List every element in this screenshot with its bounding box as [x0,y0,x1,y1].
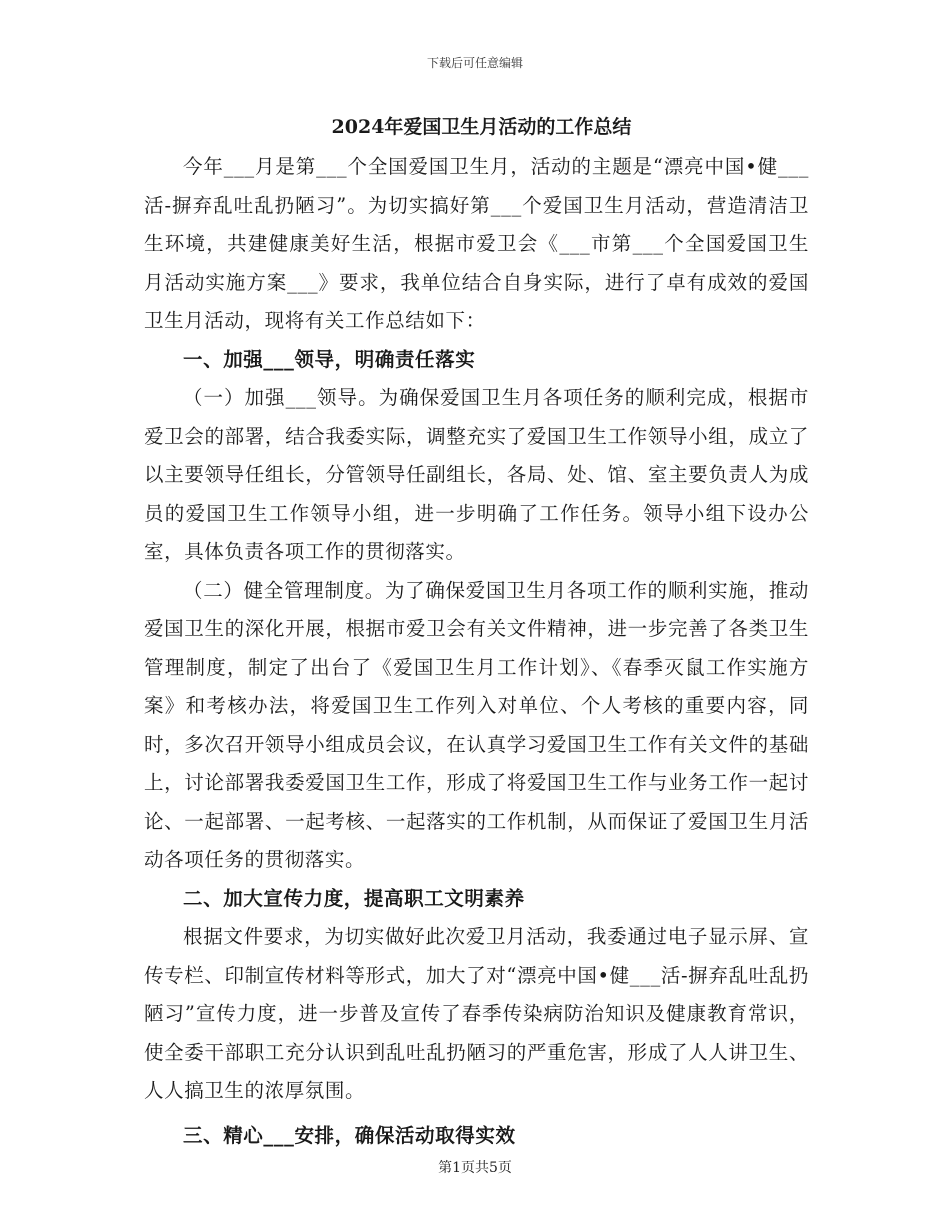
intro-paragraph: 今年___月是第___个全国爱国卫生月，活动的主题是“漂亮中国•健___活-摒弃乱吐乱扔陋习”。为切实搞好第___个爱国卫生月活动，营造清洁卫生环境，共建健康美好生活，根据市爱卫会《___市第___个全国爱国卫生月活动实施方案___》要求，我单位结合自身实际，进行了卓有成效的爱国卫生月活动，现将有关工作总结如下： [144,155,809,332]
section-3-heading: 三、精心___安排，确保活动取得实效 [183,1123,516,1147]
section-1-paragraph-1: （一）加强___领导。为确保爱国卫生月各项任务的顺利完成，根据市爱卫会的部署，结合我委实际，调整充实了爱国卫生工作领导小组，成立了以主要领导任组长，分管领导任副组长，各局、处、馆、室主要负责人为成员的爱国卫生工作领导小组，进一步明确了工作任务。领导小组下设办公室，具体负责各项工作的贯彻落实。 [144,386,809,563]
section-2-paragraph-1: 根据文件要求，为切实做好此次爱卫月活动，我委通过电子显示屏、宣传专栏、印制宣传材料等形式，加大了对“漂亮中国•健___活-摒弃乱吐乱扔陋习”宣传力度，进一步普及宣传了春季传染病防治知识及健康教育常识，使全委干部职工充分认识到乱吐乱扔陋习的严重危害，形成了人人讲卫生、人人搞卫生的浓厚氛围。 [144,925,809,1102]
document-title: 2024年爱国卫生月活动的工作总结 [331,116,632,138]
document-body [144,112,809,1155]
section-1-paragraph-2: （二）健全管理制度。为了确保爱国卫生月各项工作的顺利实施，推动爱国卫生的深化开展，根据市爱卫会有关文件精神，进一步完善了各类卫生管理制度，制定了出台了《爱国卫生月工作计划》、《春季灭鼠工作实施方案》和考核办法，将爱国卫生工作列入对单位、个人考核的重要内容，同时，多次召开领导小组成员会议，在认真学习爱国卫生工作有关文件的基础上，讨论部署我委爱国卫生工作，形成了将爱国卫生工作与业务工作一起讨论、一起部署、一起考核、一起落实的工作机制，从而保证了爱国卫生月活动各项任务的贯彻落实。 [144,578,809,871]
section-2-heading: 二、加大宣传力度，提高职工文明素养 [183,886,525,910]
page-number: 第1页共5页 [438,1160,512,1176]
page-header-note: 下载后可任意编辑 [426,56,523,70]
section-1-heading: 一、加强___领导，明确责任落实 [183,347,476,371]
